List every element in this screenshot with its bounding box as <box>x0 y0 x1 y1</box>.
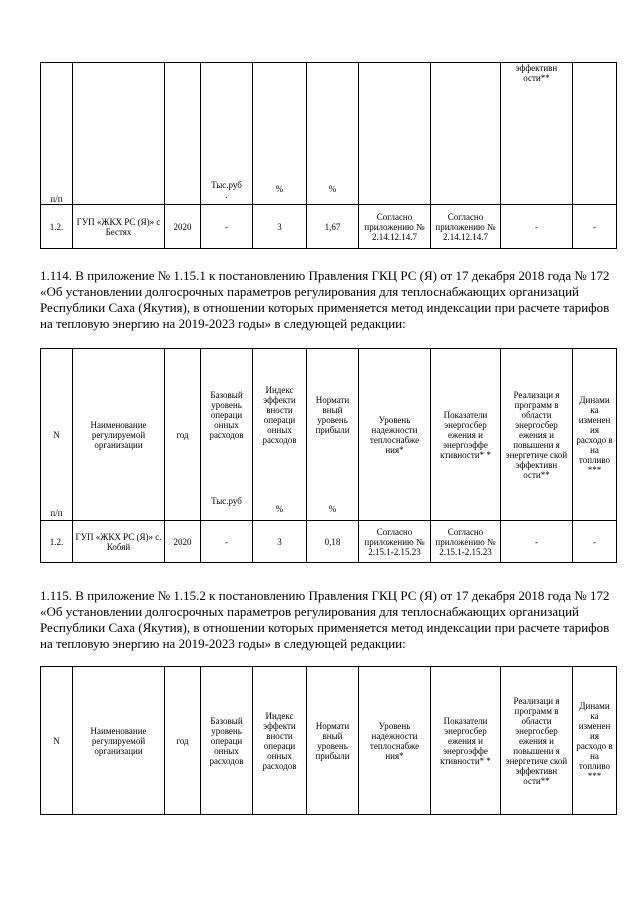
index-unit: % <box>275 184 284 194</box>
row-year: 2020 <box>165 521 201 563</box>
table-row <box>41 205 617 249</box>
row-num: 1.2. <box>41 205 73 249</box>
row-index: 3 <box>253 205 307 249</box>
header-cell-programs <box>501 63 573 205</box>
header-cell-reliability: Уровень надежности теплоснабже ния* <box>359 667 431 815</box>
header-cell-efficiency <box>431 63 501 205</box>
row-efficiency: Согласно приложению № 2.15.1-2.15.23 <box>431 521 501 563</box>
header-cell-pp <box>41 63 73 205</box>
pp-label: п/п <box>50 194 63 204</box>
table-header-row <box>41 63 617 205</box>
header-cell-dynamics <box>573 63 617 205</box>
header-cell-index <box>253 63 307 205</box>
row-name: ГУП «ЖКХ РС (Я)» с Бестях <box>73 205 165 249</box>
paragraph-1-114: 1.114. В приложение № 1.15.1 к постановлению Правления ГКЦ РС (Я) от 17 декабря 2018 года № 172 «Об установлении долгосрочных параметров регулирования для теплоснабжающих организаций Республики Саха (Якутия), в отношении которых применяется метод индексации при расчете тарифов на тепловую энергию на 2019-2023 годы» в следующей редакции: <box>40 268 610 331</box>
base-unit: Тыс.руб <box>211 496 242 506</box>
index-label: Индекс эффекти вности операци онных расходов <box>262 384 297 445</box>
base-unit-dot: . <box>225 190 228 200</box>
row-dynamics: - <box>573 521 617 563</box>
index-unit: % <box>275 504 284 514</box>
row-profit: 1,67 <box>307 205 359 249</box>
row-reliability: Согласно приложению № 2.14.12.14.7 <box>359 205 431 249</box>
table-continuation <box>40 62 617 249</box>
norm-label: Нормати вный уровень прибыли <box>315 394 350 435</box>
header-cell-norm <box>307 63 359 205</box>
header-cell-programs: Реализаци я программ в области энергосбер ежения и повышени я энергетиче ской эффективн ости** <box>501 667 573 815</box>
row-name: ГУП «ЖКХ РС (Я)» с. Кобяй <box>73 521 165 563</box>
row-programs: - <box>501 205 573 249</box>
header-cell-base <box>201 349 253 521</box>
row-programs: - <box>501 521 573 563</box>
base-unit: Тыс.руб <box>211 180 242 190</box>
header-cell-dynamics: Динами ка изменен ия расходо в на топливо *** <box>573 349 617 521</box>
table-1-114 <box>40 348 617 563</box>
row-reliability: Согласно приложению № 2.15.1-2.15.23 <box>359 521 431 563</box>
base-label: Базовый уровень операци онных расходов <box>209 389 244 440</box>
row-base: - <box>201 205 253 249</box>
table-row <box>41 521 617 563</box>
norm-unit: % <box>328 184 337 194</box>
header-cell-year: год <box>165 667 201 815</box>
header-cell-programs: Реализаци я программ в области энергосбер ежения и повышени я энергетиче ской эффективн ости** <box>501 349 573 521</box>
header-cell-dynamics: Динами ка изменен ия расходо в на топливо *** <box>573 667 617 815</box>
header-cell-reliability: Уровень надежности теплоснабже ния* <box>359 349 431 521</box>
row-dynamics: - <box>573 205 617 249</box>
header-cell-name: Наименование регулируемой организации <box>73 349 165 521</box>
row-num: 1.2. <box>41 521 73 563</box>
header-cell-norm <box>307 349 359 521</box>
header-cell-n <box>41 349 73 521</box>
header-cell-base: Базовый уровень операци онных расходов <box>201 667 253 815</box>
header-cell-year: год <box>165 349 201 521</box>
table-header-row <box>41 667 617 815</box>
header-cell-n: N <box>41 667 73 815</box>
header-cell-name: Наименование регулируемой организации <box>73 667 165 815</box>
row-efficiency: Согласно приложению № 2.14.12.14.7 <box>431 205 501 249</box>
row-index: 3 <box>253 521 307 563</box>
row-year: 2020 <box>165 205 201 249</box>
header-cell-norm: Нормати вный уровень прибыли <box>307 667 359 815</box>
header-cell-efficiency: Показатели энергосбер ежения и энергоэффе ктивности* * <box>431 349 501 521</box>
header-cell-name <box>73 63 165 205</box>
table-1-115 <box>40 666 617 815</box>
programs-tail: эффективн ости** <box>515 63 558 83</box>
norm-unit: % <box>328 504 337 514</box>
header-cell-year <box>165 63 201 205</box>
n-label: N <box>53 429 60 440</box>
header-cell-reliability <box>359 63 431 205</box>
header-cell-index <box>253 349 307 521</box>
header-cell-efficiency: Показатели энергосбер ежения и энергоэффе ктивности* * <box>431 667 501 815</box>
header-cell-base <box>201 63 253 205</box>
paragraph-1-115: 1.115. В приложение № 1.15.2 к постановлению Правления ГКЦ РС (Я) от 17 декабря 2018 года № 172 «Об установлении долгосрочных параметров регулирования для теплоснабжающих организаций Республики Саха (Якутия), в отношении которых применяется метод индексации при расчете тарифов на тепловую энергию на 2019-2023 годы» в следующей редакции: <box>40 588 610 651</box>
pp-label: п/п <box>50 508 63 518</box>
table-header-row <box>41 349 617 521</box>
row-base: - <box>201 521 253 563</box>
row-profit: 0,18 <box>307 521 359 563</box>
header-cell-index: Индекс эффекти вности операци онных расходов <box>253 667 307 815</box>
